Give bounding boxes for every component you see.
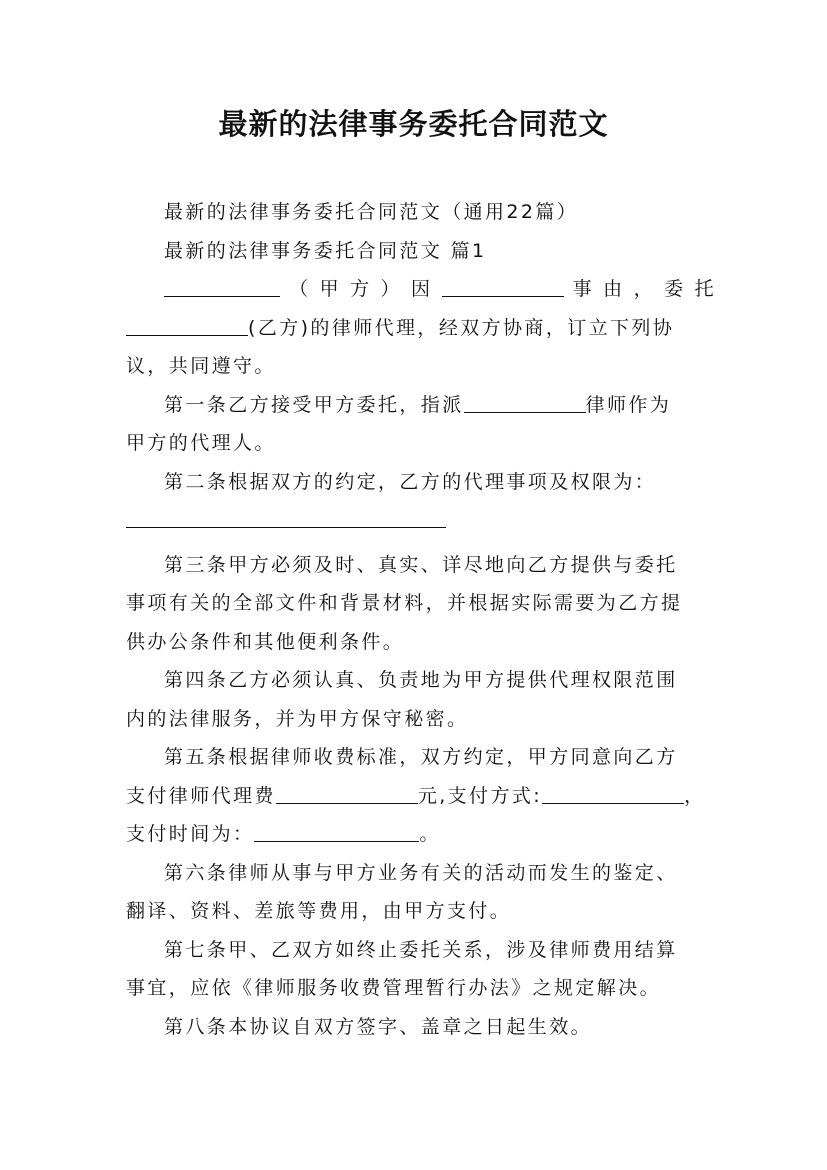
article-4-line-1: 第四条乙方必须认真、负责地为甲方提供代理权限范围 — [164, 669, 678, 691]
article-7-line-1: 第七条甲、乙双方如终止委托关系，涉及律师费用结算 — [164, 938, 678, 961]
article-7-line-2: 事宜，应依《律师服务收费管理暂行办法》之规定解决。 — [126, 977, 662, 999]
lawyer-name-blank — [464, 393, 586, 413]
article-5-text-4: 支付时间为： — [126, 823, 255, 845]
article-5-text-1: 支付律师代理费 — [126, 784, 276, 807]
article-4-line-2: 内的法律服务，并为甲方保守秘密。 — [126, 707, 469, 730]
document-title: 最新的法律事务委托合同范文 — [218, 107, 609, 141]
preamble-text-1: （甲方）因 — [280, 278, 442, 300]
intro-line: 最新的法律事务委托合同范文（通用22篇） — [164, 201, 579, 223]
section-heading: 最新的法律事务委托合同范文 篇1 — [164, 239, 487, 262]
preamble-text-2: 事由，委托 — [563, 278, 716, 300]
article-5-text-5: 。 — [419, 823, 441, 845]
article-5-line-1: 第五条根据律师收费标准，双方约定，甲方同意向乙方 — [164, 746, 678, 768]
party-a-blank — [164, 277, 280, 297]
article-6-line-1: 第六条律师从事与甲方业务有关的活动而发生的鉴定、 — [164, 861, 678, 884]
payment-method-blank — [542, 784, 684, 804]
article-2-line-1: 第二条根据双方的约定，乙方的代理事项及权限为： — [164, 470, 657, 493]
article-5-line-3 — [126, 815, 716, 854]
article-3-line-1: 第三条甲方必须及时、真实、详尽地向乙方提供与委托 — [164, 553, 678, 576]
preamble-text-3: (乙方)的律师代理，经双方协商，订立下列协 — [248, 316, 675, 339]
payment-time-blank — [254, 822, 419, 842]
document-body — [126, 193, 716, 1046]
preamble-line-2 — [126, 309, 716, 348]
preamble-line-3: 议，共同遵守。 — [126, 355, 276, 377]
article-5-text-3: ， — [684, 784, 706, 807]
article-1-text-1: 第一条乙方接受甲方委托，指派 — [164, 393, 464, 416]
article-1-line-1 — [126, 386, 716, 425]
authority-blank — [126, 508, 446, 528]
article-8-line-1: 第八条本协议自双方签字、盖章之日起生效。 — [164, 1015, 593, 1038]
article-5-line-2 — [126, 777, 716, 816]
article-2-line-2 — [126, 501, 716, 540]
article-1-line-2: 甲方的代理人。 — [126, 432, 276, 454]
preamble-line-1 — [126, 270, 716, 309]
article-3-line-3: 供办公条件和其他便利条件。 — [126, 630, 405, 653]
matter-blank — [442, 277, 564, 297]
article-3-line-2: 事项有关的全部文件和背景材料，并根据实际需要为乙方提 — [126, 592, 683, 614]
party-b-blank — [126, 316, 248, 336]
article-1-text-2: 律师作为 — [585, 393, 672, 416]
fee-amount-blank — [276, 784, 418, 804]
article-6-line-2: 翻译、资料、差旅等费用，由甲方支付。 — [126, 900, 512, 922]
article-5-text-2: 元,支付方式: — [417, 784, 543, 807]
